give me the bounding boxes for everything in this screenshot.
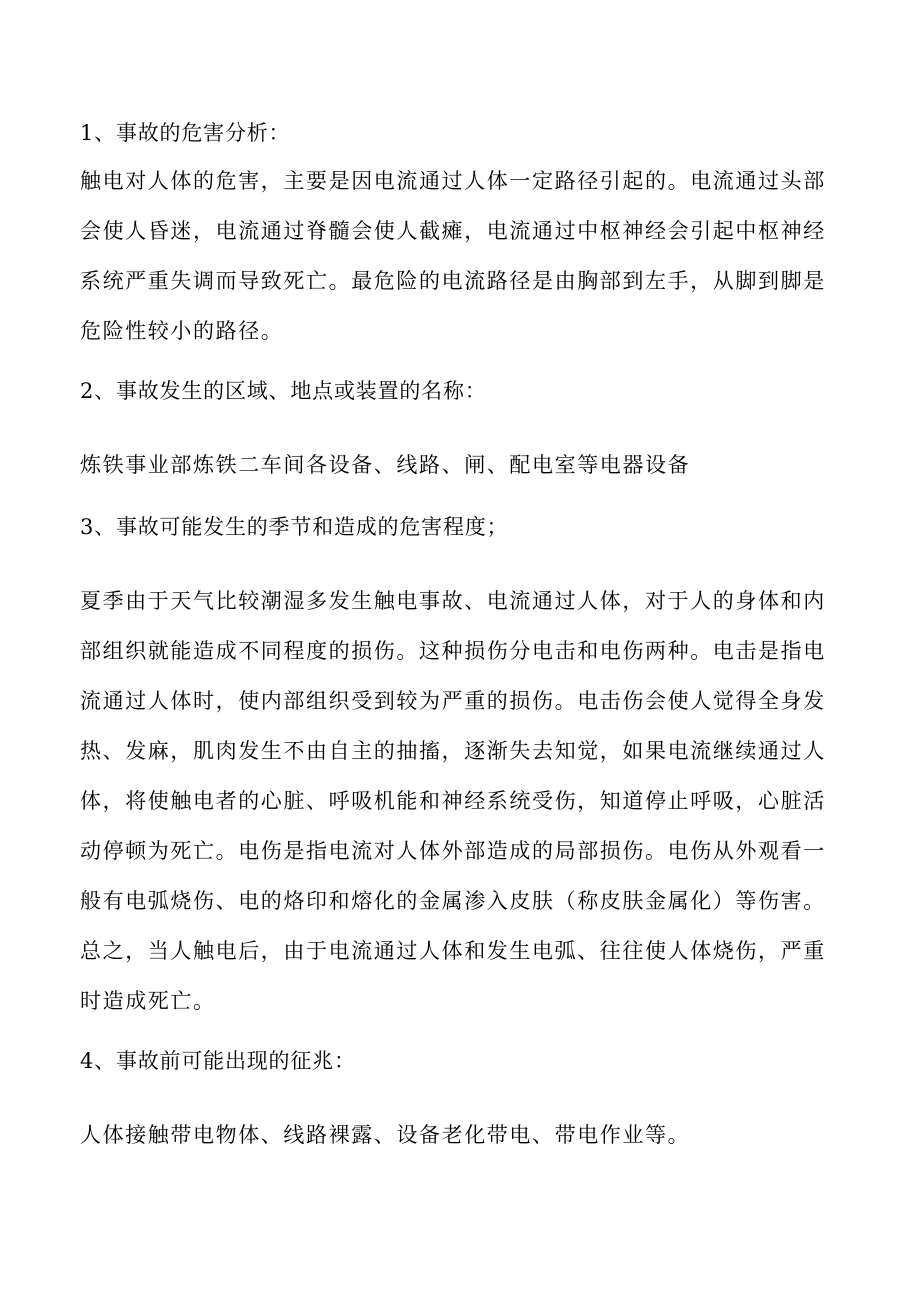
section-4-heading: 4、事故前可能出现的征兆：: [80, 1049, 356, 1073]
section-3-line-3: 流通过人体时，使内部组织受到较为严重的损伤。电击伤会使人觉得全身发: [80, 689, 826, 713]
section-3-line-5: 体，将使触电者的心脏、呼吸机能和神经系统受伤，知道停止呼吸，心脏活: [80, 789, 826, 813]
section-3-line-4: 热、发麻，肌肉发生不由自主的抽搐，逐渐失去知觉，如果电流继续通过人: [80, 739, 826, 763]
section-3-line-6: 动停顿为死亡。电伤是指电流对人体外部造成的局部损伤。电伤从外观看一: [80, 839, 826, 863]
section-2-heading: 2、事故发生的区域、地点或装置的名称：: [80, 379, 487, 403]
section-3-line-9: 时造成死亡。: [80, 989, 216, 1013]
section-3-line-7: 般有电弧烧伤、电的烙印和熔化的金属渗入皮肤（称皮肤金属化）等伤害。: [80, 889, 826, 913]
section-1-line-3: 系统严重失调而导致死亡。最危险的电流路径是由胸部到左手，从脚到脚是: [80, 269, 826, 293]
section-1-line-4: 危险性较小的路径。: [80, 319, 284, 343]
section-3-heading: 3、事故可能发生的季节和造成的危害程度；: [80, 515, 509, 539]
section-3-line-1: 夏季由于天气比较潮湿多发生触电事故、电流通过人体，对于人的身体和内: [80, 589, 826, 613]
section-1-heading: 1、事故的危害分析：: [80, 121, 291, 145]
section-3-line-2: 部组织就能造成不同程度的损伤。这种损伤分电击和电伤两种。电击是指电: [80, 639, 826, 663]
section-3-line-8: 总之，当人触电后，由于电流通过人体和发生电弧、往往使人体烧伤，严重: [80, 939, 826, 963]
section-1-line-2: 会使人昏迷，电流通过脊髓会使人截瘫，电流通过中枢神经会引起中枢神经: [80, 219, 826, 243]
section-4-line-1: 人体接触带电物体、线路裸露、设备老化带电、带电作业等。: [80, 1123, 691, 1147]
section-2-line-1: 炼铁事业部炼铁二车间各设备、线路、闸、配电室等电器设备: [80, 453, 691, 477]
section-1-line-1: 触电对人体的危害，主要是因电流通过人体一定路径引起的。电流通过头部: [80, 169, 826, 193]
